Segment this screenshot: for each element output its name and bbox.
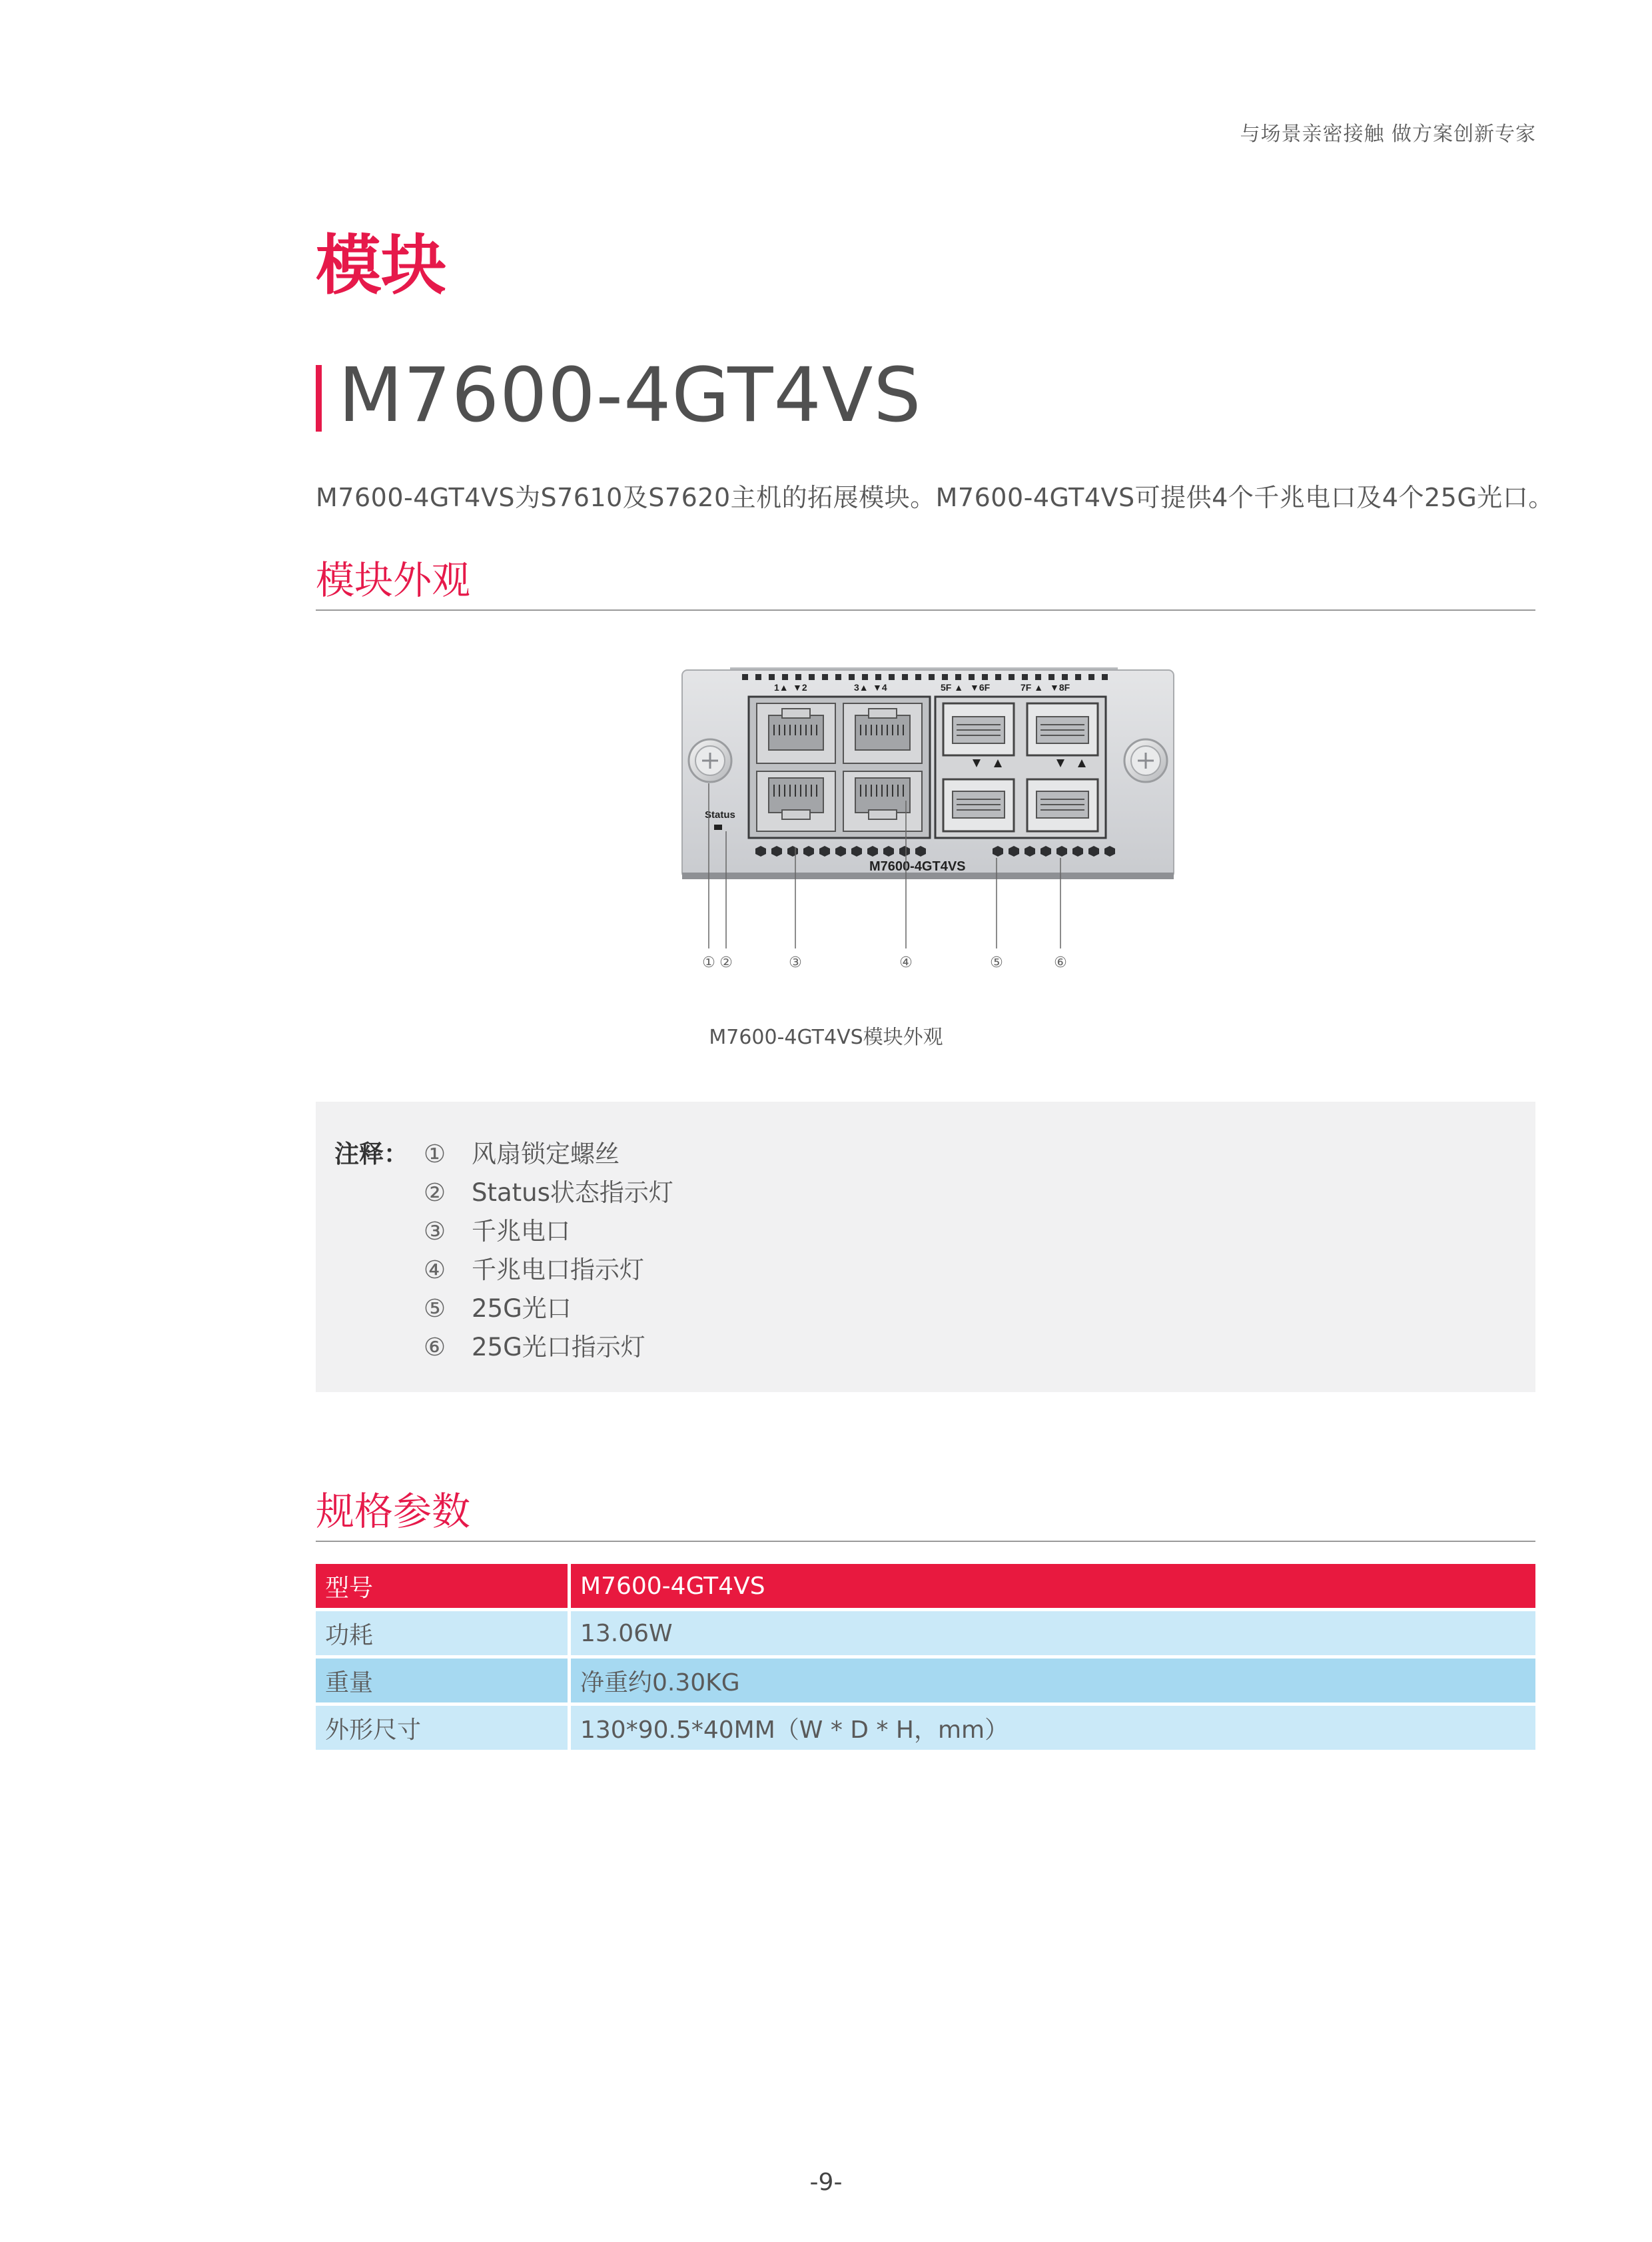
table-row <box>316 1611 1535 1659</box>
sfp-cage-8f <box>1027 779 1098 831</box>
table-row <box>316 1706 1535 1753</box>
note-number: ⑥ <box>424 1333 446 1361</box>
note-item <box>424 1172 673 1206</box>
header-tagline: 与场景亲密接触 做方案创新专家 <box>1240 123 1536 146</box>
callout-5: ⑤ <box>990 954 1003 971</box>
page-number: -9- <box>809 2169 843 2196</box>
rj45-port-1 <box>757 703 835 763</box>
table-row <box>316 1659 1535 1706</box>
note-item <box>424 1134 620 1167</box>
note-number: ① <box>424 1140 446 1168</box>
note-number: ③ <box>424 1217 446 1246</box>
note-item <box>424 1211 570 1244</box>
spec-value: M7600-4GT4VS <box>571 1564 1535 1611</box>
note-text: Status状态指示灯 <box>472 1178 673 1207</box>
port-label-4: ▼4 <box>873 682 887 693</box>
status-led <box>714 825 722 830</box>
note-item <box>424 1250 644 1283</box>
title-accent-bar <box>316 365 322 432</box>
specs-divider <box>316 1541 1535 1542</box>
note-number: ② <box>424 1178 446 1207</box>
port-label-1: 1▲ <box>774 682 789 693</box>
note-item <box>424 1327 645 1360</box>
spec-value: 130*90.5*40MM（W * D * H，mm） <box>571 1706 1535 1753</box>
callout-2: ② <box>719 954 733 971</box>
note-number: ④ <box>424 1256 446 1284</box>
spec-label: 型号 <box>316 1564 571 1611</box>
spec-table <box>316 1564 1535 1753</box>
sfp-cage-6f <box>943 779 1014 831</box>
rj45-port-4 <box>843 771 922 831</box>
intro-paragraph: M7600-4GT4VS为S7610及S7620主机的拓展模块。M7600-4GT4VS可提供4个千兆电口及4个25G光口。 <box>316 483 1554 512</box>
port-label-5f: 5F ▲ <box>941 682 964 693</box>
callout-4: ④ <box>899 954 913 971</box>
left-screw-icon <box>689 739 731 782</box>
note-text: 千兆电口指示灯 <box>472 1256 644 1284</box>
faceplate-model-label: M7600-4GT4VS <box>869 859 966 874</box>
table-header-row <box>316 1564 1535 1611</box>
sfp-cage-7f <box>1027 703 1098 755</box>
spec-label: 重量 <box>316 1659 571 1706</box>
note-item <box>424 1288 572 1321</box>
sfp-cage-5f <box>943 703 1014 755</box>
callout-1: ① <box>702 954 715 971</box>
port-label-7f: 7F ▲ <box>1021 682 1044 693</box>
spec-label: 外形尺寸 <box>316 1706 571 1753</box>
module-illustration <box>673 661 1179 1007</box>
spec-value: 13.06W <box>571 1611 1535 1659</box>
section-title: 模块 <box>316 228 447 304</box>
port-label-6f: ▼6F <box>970 682 991 693</box>
right-screw-icon <box>1124 739 1167 782</box>
status-label: Status <box>705 809 735 821</box>
spec-value: 净重约0.30KG <box>571 1659 1535 1706</box>
appearance-divider <box>316 609 1535 611</box>
notes-label: 注释： <box>334 1140 408 1168</box>
note-text: 风扇锁定螺丝 <box>472 1140 620 1168</box>
note-text: 25G光口指示灯 <box>472 1333 645 1361</box>
callout-6: ⑥ <box>1054 954 1067 971</box>
rj45-port-3 <box>757 771 835 831</box>
appearance-heading: 模块外观 <box>316 558 471 603</box>
rj45-port-2 <box>843 703 922 763</box>
port-label-2: ▼2 <box>793 682 807 693</box>
note-text: 25G光口 <box>472 1294 572 1323</box>
figure-caption: M7600-4GT4VS模块外观 <box>709 1026 943 1049</box>
spec-label: 功耗 <box>316 1611 571 1659</box>
port-label-3: 3▲ <box>854 682 869 693</box>
note-text: 千兆电口 <box>472 1217 570 1246</box>
note-number: ⑤ <box>424 1294 446 1323</box>
callout-3: ③ <box>789 954 802 971</box>
specs-heading: 规格参数 <box>316 1489 471 1534</box>
port-label-8f: ▼8F <box>1050 682 1070 693</box>
model-title: M7600-4GT4VS <box>338 352 922 439</box>
